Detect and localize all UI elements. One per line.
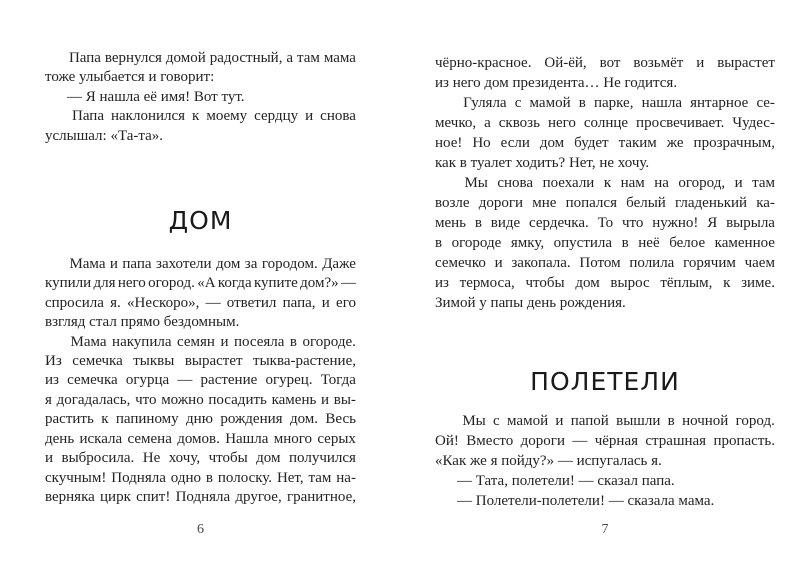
paragraph [45,49,356,88]
page-content-right [435,0,775,511]
first-line-indent [435,411,455,431]
text-line: день искала семена домов. Нашла много серых [45,430,356,447]
text-line: и выбросила. Не хочу, чтобы дом получился [45,450,356,467]
chapter-heading: ПОЛЕТЕЛИ [530,367,680,396]
book-page-right [435,0,775,571]
text-line: — Я нашла её имя! Вот тут. [67,88,245,105]
paragraph [435,93,775,173]
text-line: «Как же я пойду?» — испугалась я. [435,453,662,469]
paragraph [45,107,356,146]
page-number: 7 [601,522,609,537]
text-line: Мы снова поехали к нам на огород, и там [435,173,775,193]
text-line: в огороде ямку, опустила в неё белое каменное [435,235,775,251]
text-line: чёрно-красное. Ой-ёй, вот возьмёт и вырастет [435,55,775,71]
text-line: Мама накупила семян и посеяла в огороде. [45,333,356,352]
text-line: мень в виде сердечка. То что нужно! Я вырыла [435,215,775,231]
first-line-indent [435,93,455,113]
paragraph [435,491,775,511]
paragraph [435,173,775,313]
text-line: семечко и закопала. Потом полила горячим чаем [435,255,775,271]
paragraph [435,471,775,491]
text-line: — Полетели-полетели! — сказала мама. [457,493,715,509]
text-line: Зимой у папы день рождения. [435,295,626,311]
first-line-indent [45,107,65,126]
text-line: Ой! Вместо дороги — чёрная страшная пропасть. [435,433,775,449]
text-line: мечко, а сквозь него солнце просвечивает. Чудес- [435,115,775,131]
page-content-left [45,0,356,507]
text-line: тоже улыбается и говорит: [45,69,215,86]
text-line: Папа вернулся домой радостный, а там мама [45,49,356,68]
paragraph [45,88,356,107]
book-page-left [45,0,356,571]
text-line: Из семечка тыквы вырастет тыква-растение, [45,353,356,370]
paragraph [45,255,356,333]
first-line-indent [45,49,65,68]
text-line: растить к папиному дню рождения дом. Весь [45,411,356,428]
text-line: услышал: «Та-та». [45,127,164,144]
text-line: ное! Но если дом будет таким же прозрачным, [435,135,775,151]
chapter-heading: ДОМ [168,206,233,236]
text-line: как в туалет ходить? Нет, не хочу. [435,155,650,171]
text-line: — Тата, полетели! — сказал папа. [457,473,675,489]
text-line: возле дороги мне попался белый гладенький ка- [435,195,775,211]
paragraph [45,333,356,508]
text-line: взгляд стал прямо бездомным. [45,314,240,331]
text-line: верняка цирк спит! Подняла другое, гранитное, [45,488,356,505]
text-line: Гуляла с мамой в парке, нашла янтарное се- [435,93,775,113]
text-line: скучным! Подняла одно в полоску. Нет, там на- [45,469,356,486]
text-line: купили для него огород. «А когда купите дом?» — [45,275,356,292]
text-line: из термоса, чтобы дом вырос тёплым, к зиме. [435,275,775,291]
text-line: спросила я. «Нескоро», — ответил папа, и его [45,294,356,311]
text-line: из него дом президента… Не годится. [435,75,678,91]
text-line: Папа наклонился к моему сердцу и снова [45,107,356,126]
first-line-indent [45,255,65,274]
text-line: Мама и папа захотели дом за городом. Даже [45,255,356,274]
text-line: Мы с мамой и папой вышли в ночной город. [435,411,775,431]
paragraph [435,411,775,471]
text-line: из семечка огурца — растение огурец. Тогда [45,372,356,389]
first-line-indent [435,173,455,193]
page-number: 6 [197,522,204,537]
paragraph [435,53,775,93]
first-line-indent [45,333,65,352]
text-line: я догадалась, что можно посадить камень и вы- [45,391,356,408]
